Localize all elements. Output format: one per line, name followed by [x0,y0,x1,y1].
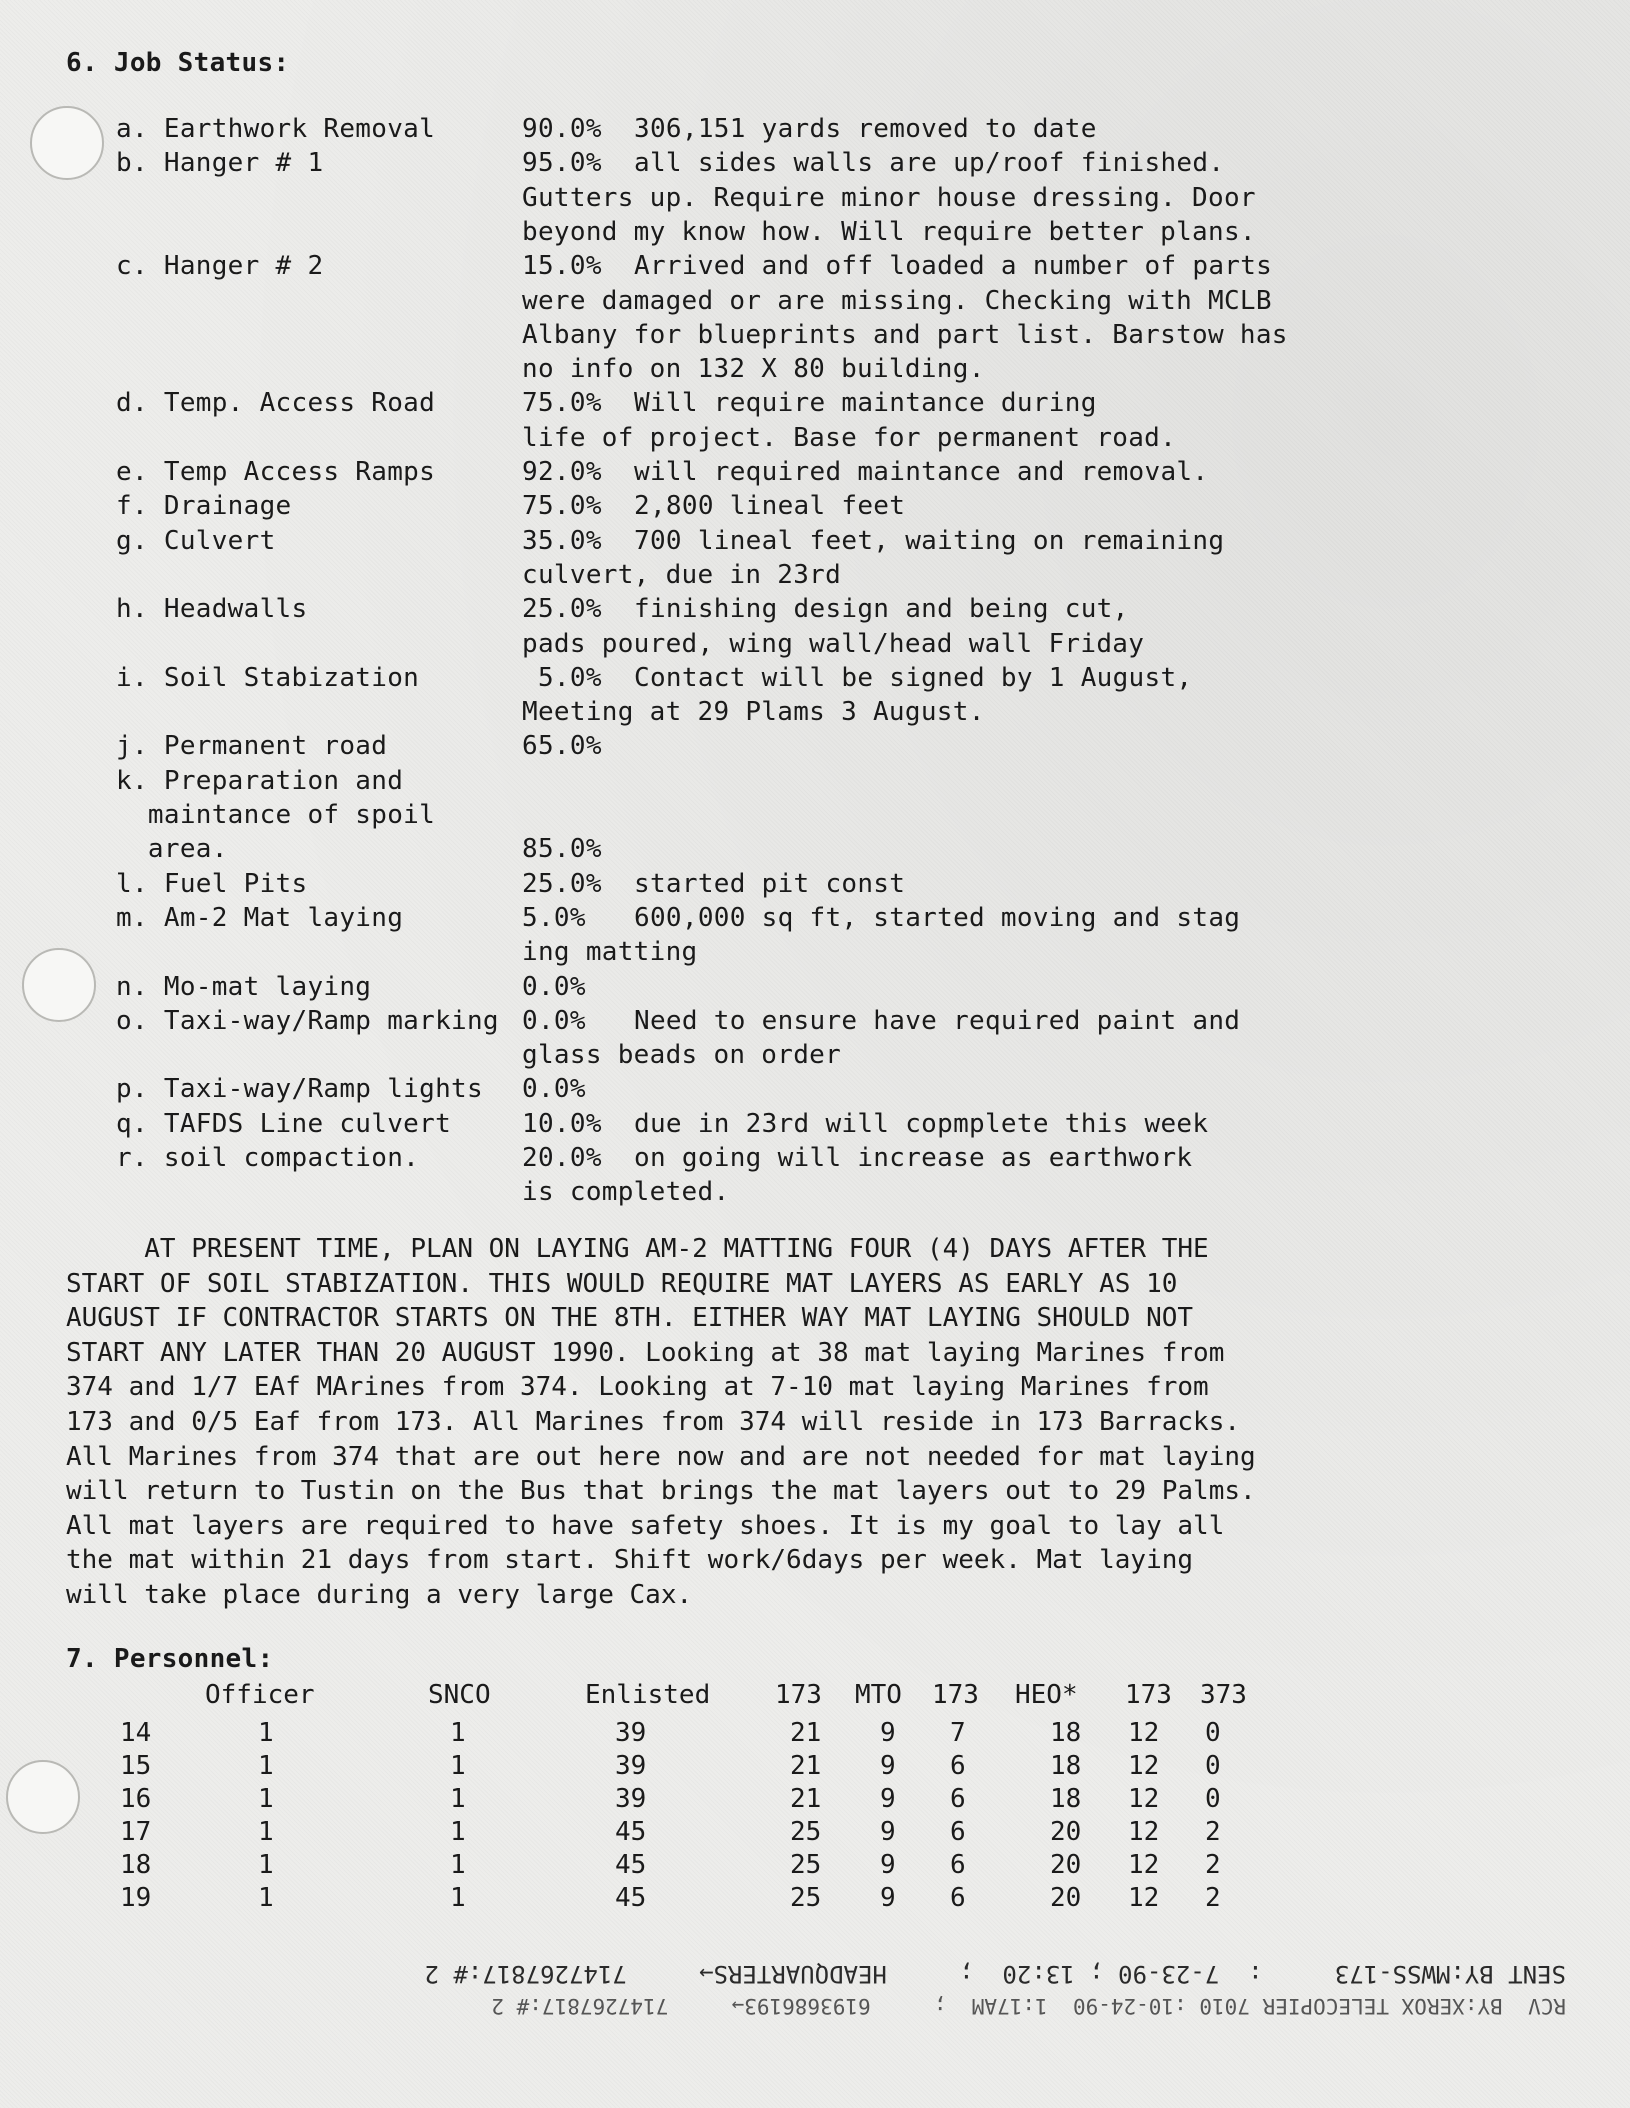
job-item-label: area. [116,834,228,865]
job-item-label: o. Taxi-way/Ramp marking [116,1005,499,1036]
personnel-cell: 39 [615,1784,647,1814]
job-item-note: beyond my know how. Will require better plans. [522,216,1256,247]
personnel-cell: 6 [950,1751,966,1781]
personnel-cell: 18 [1050,1751,1082,1781]
personnel-cell: 9 [880,1850,896,1880]
personnel-cell: 12 [1128,1718,1160,1748]
job-item-percent: 10.0% [522,1108,602,1139]
job-item-percent: 25.0% [522,868,602,899]
personnel-cell: 1 [450,1718,466,1748]
job-item-note: 600,000 sq ft, started moving and stag [634,902,1241,933]
personnel-cell: 39 [615,1751,647,1781]
personnel-cell: 9 [880,1751,896,1781]
personnel-cell: 1 [258,1718,274,1748]
job-item-label: l. Fuel Pits [116,868,308,899]
personnel-column-header: MTO [855,1680,902,1710]
punch-hole [6,1760,80,1834]
job-item-percent: 85.0% [522,834,602,865]
personnel-cell: 1 [450,1751,466,1781]
job-item-note: is completed. [522,1177,730,1208]
personnel-cell: 1 [258,1817,274,1847]
personnel-cell: 1 [450,1817,466,1847]
personnel-row-day: 19 [120,1883,152,1913]
personnel-column-header: 173 [1125,1680,1172,1710]
personnel-column-header: Enlisted [585,1680,711,1710]
personnel-column-header: 373 [1200,1680,1247,1710]
personnel-column-header: 173 [932,1680,979,1710]
personnel-cell: 0 [1205,1751,1221,1781]
punch-hole [30,106,104,180]
personnel-cell: 45 [615,1850,647,1880]
job-item-note: started pit const [634,868,906,899]
personnel-row-day: 16 [120,1784,152,1814]
job-item-label: maintance of spoil [116,800,436,830]
job-item-note: life of project. Base for permanent road. [522,422,1177,453]
paragraph-line: will take place during a very large Cax. [66,1579,693,1610]
paragraph-line: START OF SOIL STABIZATION. THIS WOULD REQUIRE MAT LAYERS AS EARLY AS 10 [66,1268,1178,1299]
job-item-label: a. Earthwork Removal [116,114,436,144]
job-item-note: 306,151 yards removed to date [634,114,1097,144]
personnel-cell: 2 [1205,1817,1221,1847]
personnel-cell: 20 [1050,1850,1082,1880]
job-item-note: Gutters up. Require minor house dressing. Door [522,182,1256,213]
job-item-label: d. Temp. Access Road [116,388,436,419]
job-item-label: b. Hanger # 1 [116,148,324,179]
personnel-cell: 1 [258,1883,274,1913]
personnel-cell: 39 [615,1718,647,1748]
personnel-cell: 45 [615,1817,647,1847]
job-item-percent: 0.0% [522,1005,586,1036]
job-item-note: Contact will be signed by 1 August, [634,662,1193,693]
personnel-cell: 6 [950,1784,966,1814]
personnel-column-header: SNCO [428,1680,491,1710]
personnel-cell: 1 [450,1850,466,1880]
job-item-note: 2,800 lineal feet [634,491,906,522]
personnel-cell: 9 [880,1784,896,1814]
personnel-cell: 25 [790,1850,822,1880]
personnel-row-day: 14 [120,1718,152,1748]
personnel-column-header: Officer [205,1680,315,1710]
personnel-cell: 45 [615,1883,647,1913]
job-item-percent: 0.0% [522,971,586,1002]
fax-header-sent: SENT BY:MWSS-173 : 7-23-90 ; 13:20 ; HEADQUARTERS→ 7147267817:# 2 [424,1960,1566,1988]
job-item-percent: 92.0% [522,457,602,487]
job-item-note: Will require maintance during [634,388,1097,419]
personnel-cell: 1 [258,1784,274,1814]
job-item-percent: 75.0% [522,491,602,522]
personnel-cell: 12 [1128,1784,1160,1814]
personnel-cell: 0 [1205,1784,1221,1814]
personnel-cell: 20 [1050,1817,1082,1847]
paragraph-line: AUGUST IF CONTRACTOR STARTS ON THE 8TH. EITHER WAY MAT LAYING SHOULD NOT [66,1303,1194,1334]
section-7-heading: 7. Personnel: [66,1644,274,1674]
job-item-note: glass beads on order [522,1040,842,1071]
job-item-label: h. Headwalls [116,594,308,625]
job-item-label: i. Soil Stabization [116,662,420,693]
personnel-cell: 9 [880,1817,896,1847]
job-item-percent: 5.0% [522,902,586,933]
personnel-cell: 25 [790,1883,822,1913]
personnel-cell: 6 [950,1883,966,1913]
job-item-note: 700 lineal feet, waiting on remaining [634,525,1225,556]
personnel-cell: 12 [1128,1751,1160,1781]
personnel-cell: 21 [790,1718,822,1748]
personnel-cell: 2 [1205,1850,1221,1880]
personnel-cell: 25 [790,1817,822,1847]
job-item-percent: 20.0% [522,1143,602,1173]
personnel-row-day: 15 [120,1751,152,1781]
personnel-cell: 2 [1205,1883,1221,1913]
job-item-note: Meeting at 29 Plams 3 August. [522,697,985,728]
job-item-label: p. Taxi-way/Ramp lights [116,1074,483,1105]
paragraph-line: 173 and 0/5 Eaf from 173. All Marines from 374 will reside in 173 Barracks. [66,1406,1240,1437]
job-item-label: e. Temp Access Ramps [116,457,436,487]
personnel-cell: 18 [1050,1784,1082,1814]
job-item-note: will required maintance and removal. [634,457,1209,487]
planning-paragraph [66,1232,1366,1613]
job-item-note: no info on 132 X 80 building. [522,354,985,385]
personnel-cell: 7 [950,1718,966,1748]
personnel-cell: 12 [1128,1883,1160,1913]
job-item-percent: 25.0% [522,594,602,625]
personnel-cell: 9 [880,1883,896,1913]
job-item-note: due in 23rd will copmplete this week [634,1108,1209,1139]
paragraph-line: AT PRESENT TIME, PLAN ON LAYING AM-2 MATTING FOUR (4) DAYS AFTER THE [66,1234,1209,1264]
personnel-cell: 1 [450,1883,466,1913]
paragraph-line: will return to Tustin on the Bus that brings the mat layers out to 29 Palms. [66,1476,1256,1507]
job-item-label: j. Permanent road [116,731,388,762]
job-item-note: finishing design and being cut, [634,594,1129,625]
personnel-cell: 21 [790,1751,822,1781]
job-item-label: g. Culvert [116,525,276,556]
personnel-cell: 18 [1050,1718,1082,1748]
job-item-label: q. TAFDS Line culvert [116,1108,452,1139]
job-item-note: on going will increase as earthwork [634,1143,1193,1173]
job-item-note: Need to ensure have required paint and [634,1005,1241,1036]
job-item-label: c. Hanger # 2 [116,251,324,282]
job-item-percent: 0.0% [522,1074,586,1105]
personnel-column-header: 173 [775,1680,822,1710]
personnel-cell: 9 [880,1718,896,1748]
job-item-percent: 75.0% [522,388,602,419]
personnel-cell: 21 [790,1784,822,1814]
personnel-cell: 1 [258,1751,274,1781]
personnel-row-day: 17 [120,1817,152,1847]
punch-hole [22,948,96,1022]
personnel-cell: 12 [1128,1817,1160,1847]
job-item-percent: 95.0% [522,148,602,179]
job-item-note: ing matting [522,937,698,968]
personnel-column-header: HEO* [1015,1680,1078,1710]
section-6-heading: 6. Job Status: [66,48,290,78]
job-item-label: f. Drainage [116,491,292,522]
job-item-note: culvert, due in 23rd [522,559,842,590]
paragraph-line: 374 and 1/7 EAf MArines from 374. Looking at 7-10 mat laying Marines from [66,1372,1209,1403]
job-item-note: were damaged or are missing. Checking with MCLB [522,285,1272,316]
personnel-cell: 0 [1205,1718,1221,1748]
personnel-cell: 12 [1128,1850,1160,1880]
paragraph-line: All Marines from 374 that are out here now and are not needed for mat laying [66,1441,1256,1472]
personnel-cell: 6 [950,1817,966,1847]
job-item-label: r. soil compaction. [116,1143,420,1173]
job-item-percent: 15.0% [522,251,602,282]
personnel-cell: 6 [950,1850,966,1880]
job-item-percent: 65.0% [522,731,602,762]
personnel-cell: 1 [258,1850,274,1880]
job-item-percent: 5.0% [522,662,602,693]
job-item-note: all sides walls are up/roof finished. [634,148,1225,179]
fax-header-received: RCV BY:XEROX TELECOPIER 7010 :10-24-90 1:17AM ; 6193686193→ 7147267817:# 2 [491,1994,1566,2018]
personnel-cell: 1 [450,1784,466,1814]
job-item-label: m. Am-2 Mat laying [116,902,404,933]
job-item-percent: 90.0% [522,114,602,144]
job-item-percent: 35.0% [522,525,602,556]
job-item-note: Albany for blueprints and part list. Barstow has [522,319,1288,350]
personnel-cell: 20 [1050,1883,1082,1913]
paragraph-line: the mat within 21 days from start. Shift work/6days per week. Mat laying [66,1545,1194,1576]
paragraph-line: All mat layers are required to have safety shoes. It is my goal to lay all [66,1510,1225,1541]
job-item-label: n. Mo-mat laying [116,971,372,1002]
paragraph-line: START ANY LATER THAN 20 AUGUST 1990. Looking at 38 mat laying Marines from [66,1337,1225,1368]
job-item-note: pads poured, wing wall/head wall Friday [522,628,1145,659]
personnel-row-day: 18 [120,1850,152,1880]
job-item-label: k. Preparation and [116,765,404,796]
job-item-note: Arrived and off loaded a number of parts [634,251,1273,282]
